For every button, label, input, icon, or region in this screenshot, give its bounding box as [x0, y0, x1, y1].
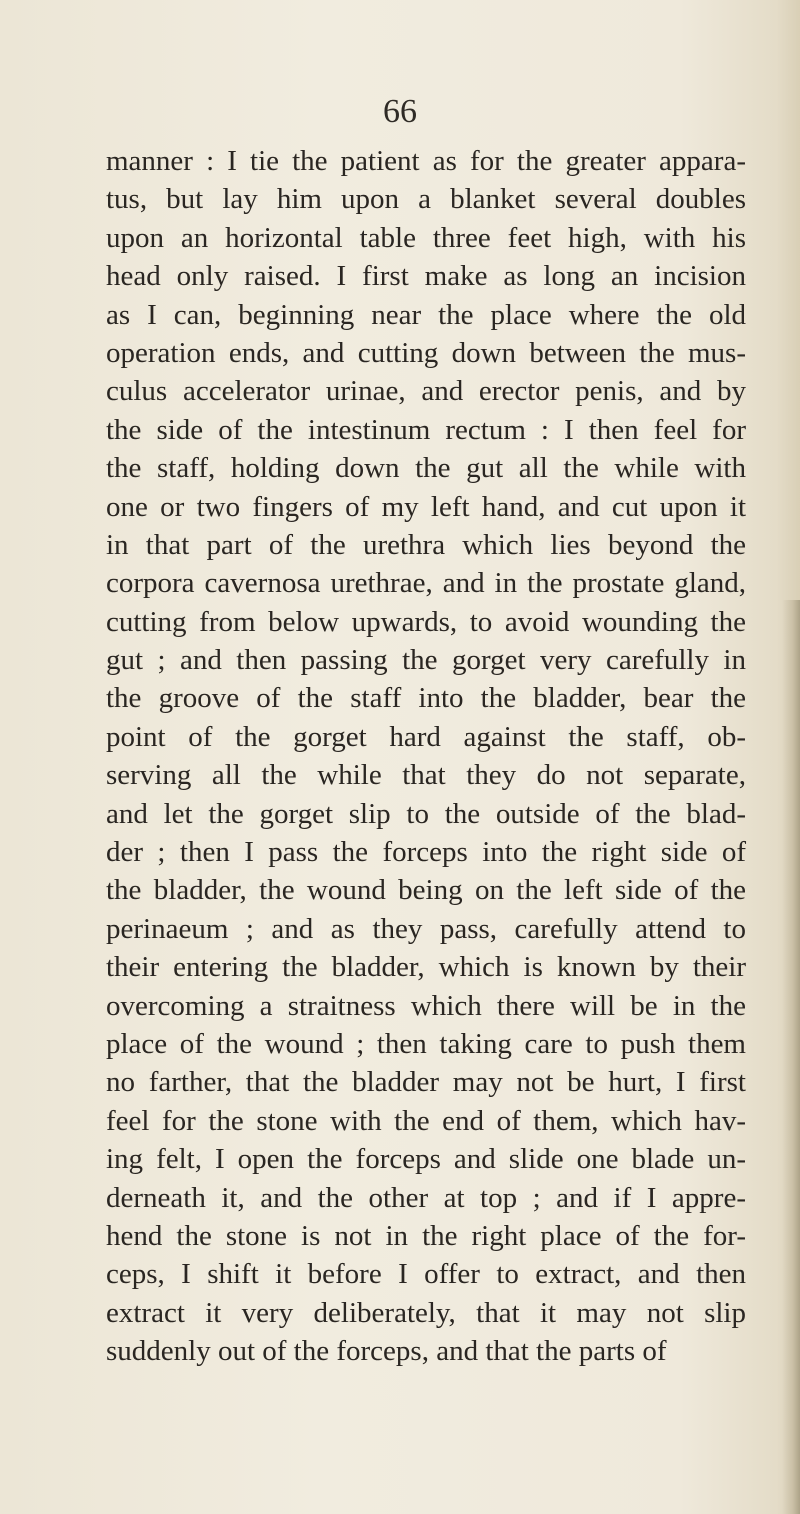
text-line: manner : I tie the patient as for the greater appara-	[106, 145, 746, 177]
text-line: the staff, holding down the gut all the while with	[106, 452, 746, 485]
body-text	[106, 142, 746, 1371]
text-line: as I can, beginning near the place where the old	[106, 298, 746, 331]
text-line: perinaeum ; and as they pass, carefully attend to	[106, 912, 746, 945]
text-line: the groove of the staff into the bladder, bear the	[106, 682, 746, 715]
text-line: suddenly out of the forceps, and that the parts of	[106, 1335, 667, 1368]
text-line: derneath it, and the other at top ; and if I appre-	[106, 1181, 746, 1214]
text-line: head only raised. I first make as long an incision	[106, 260, 746, 293]
text-line: place of the wound ; then taking care to push them	[106, 1027, 746, 1060]
text-line: ceps, I shift it before I offer to extract, and then	[106, 1258, 746, 1291]
text-line: ing felt, I open the forceps and slide one blade un-	[106, 1143, 746, 1176]
text-line: no farther, that the bladder may not be hurt, I first	[106, 1066, 746, 1099]
text-line: culus accelerator urinae, and erector penis, and by	[106, 375, 746, 408]
text-line: der ; then I pass the forceps into the right side of	[106, 836, 746, 869]
text-line: cutting from below upwards, to avoid wounding the	[106, 605, 746, 638]
text-line: extract it very deliberately, that it may not slip	[106, 1296, 746, 1329]
text-line: corpora cavernosa urethrae, and in the prostate gland,	[106, 567, 746, 600]
text-line: upon an horizontal table three feet high, with his	[106, 221, 746, 254]
page-edge-shadow	[782, 600, 800, 1514]
text-line: the side of the intestinum rectum : I then feel for	[106, 413, 746, 446]
text-line: point of the gorget hard against the staff, ob-	[106, 720, 746, 753]
text-line: feel for the stone with the end of them, which hav-	[106, 1104, 746, 1137]
text-line: their entering the bladder, which is known by their	[106, 951, 746, 984]
text-line: tus, but lay him upon a blanket several doubles	[106, 183, 746, 216]
text-line: and let the gorget slip to the outside of the blad-	[106, 797, 746, 830]
text-line: one or two fingers of my left hand, and cut upon it	[106, 490, 746, 523]
text-line: gut ; and then passing the gorget very carefully in	[106, 644, 746, 677]
text-line: the bladder, the wound being on the left side of the	[106, 874, 746, 907]
text-line: overcoming a straitness which there will be in the	[106, 989, 746, 1022]
text-line: hend the stone is not in the right place of the for-	[106, 1219, 746, 1252]
text-line: operation ends, and cutting down between the mus-	[106, 336, 746, 369]
text-line: serving all the while that they do not separate,	[106, 759, 746, 792]
page-number: 66	[383, 93, 417, 130]
text-line: in that part of the urethra which lies beyond the	[106, 528, 746, 561]
